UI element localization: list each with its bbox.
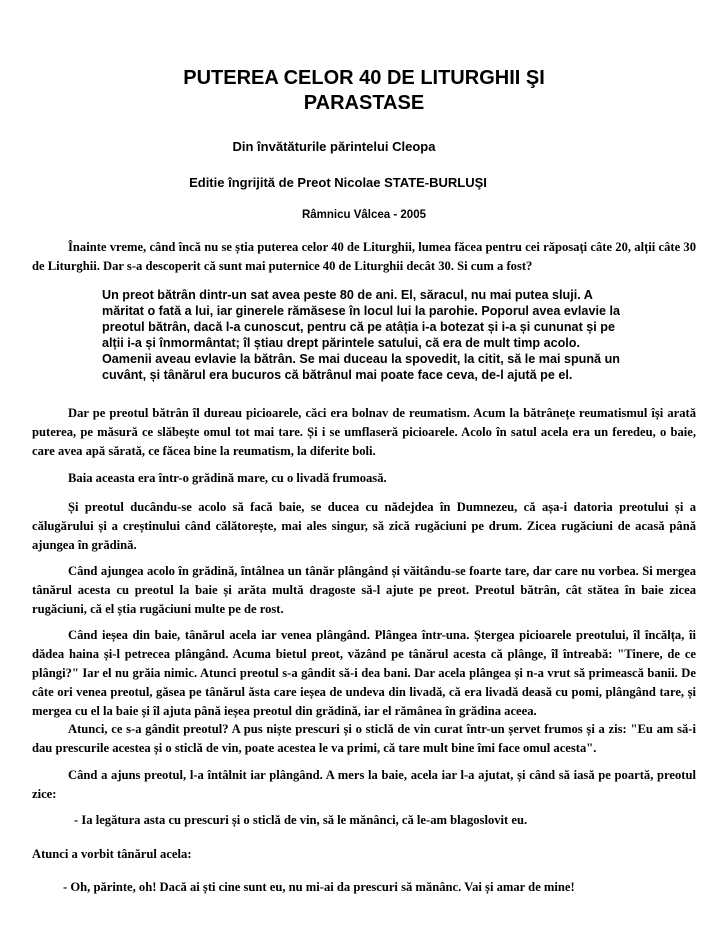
paragraph-prayers: Și preotul ducându-se acolo să facă baie, se ducea cu nădejdea în Dumnezeu, că așa-i datoria preotului și a călugărului și a creștinului când călătorește, mai ales singur, să zică rugăciuni pe drum. Zicea rugăciuni de acasă până ajungea în grădină. <box>32 500 696 552</box>
dialog-young-man: - Oh, părinte, oh! Dacă ai ști cine sunt eu, nu mi-ai da prescuri să mănânc. Vai și amar de mine! <box>63 880 575 894</box>
title-line-2: PARASTASE <box>303 92 425 114</box>
dialog-priest: - Ia legătura asta cu prescuri și o sticlă de vin, să le mănânci, că le-am blagoslovit eu. <box>74 813 528 827</box>
paragraph-weeping: Când ieșea din baie, tânărul acela iar venea plângând. Plângea într-una. Ștergea picioarele preotului, îl încălța, îi dădea haina și-l petrecea plângând. Acuma bietul preot, văzând pe tânărul acesta că plânge, îl întreabă: "Tinere, de ce plângi?" Iar el nu grăia nimic. Atunci preotul s-a gândit să-i dea bani. Dar acela plângea și n-a vrut să primească banii. De câte ori venea preotul, găsea pe tânărul ăsta care ieșea de undeva din livadă, că era livadă deasă cu pomi, plângând tare, și mergea cu el la baie și îl ajuta până ieșea preotul din grădină, iar el rămânea în grădina aceea. <box>32 628 696 718</box>
paragraph-rheumatism: Dar pe preotul bătrân îl dureau picioarele, căci era bolnav de reumatism. Acum la bătrânețe reumatismul își arată puterea, pe măsură ce slăbește omul tot mai tare. Și i se umflaseră picioarele. Acolo în satul acela era un feredeu, o baie, care avea apă sărată, ce făcea bine la reumatism, la diferite boli. <box>32 406 696 458</box>
paragraph-garden: Baia aceasta era într-o grădină mare, cu o livadă frumoasă. <box>68 471 387 485</box>
paragraph-old-priest: Un preot bătrân dintr-un sat avea peste 80 de ani. El, săracul, nu mai putea sluji. A măritat o fată a lui, iar ginerele rămăsese în locul lui la parohie. Poporul avea evlavie la preotul bătrân, dacă l-a cunoscut, pentru că pe atâția i-a botezat și i-a și cununat și pe alții i-a și înmormântat; îl știau drept părintele satului, că era de mult timp acolo. Oamenii aveau evlavie la bătrân. Se mai duceau la spovedit, la citit, să le mai spună un cuvânt, și tânărul era bucuros că bătrânul mai poate face ceva, de-l ajută pe el. <box>102 288 620 382</box>
document-editor: Editie îngrijită de Preot Nicolae STATE-BURLUŞI <box>189 175 487 190</box>
paragraph-prescuri: Atunci, ce s-a gândit preotul? A pus niște prescuri și o sticlă de vin curat într-un șervet frumos și a zis: "Eu am să-i dau prescurile acestea și o sticlă de vin, poate acestea le va primi, că tare mult bine îmi face omul acesta". <box>32 722 696 755</box>
paragraph-intro: Înainte vreme, când încă nu se știa puterea celor 40 de Liturghii, lumea făcea pentru cei răposați câte 20, alții câte 30 de Liturghii. Dar s-a descoperit că sunt mai puternice 40 de Liturghii decât 30. Si cum a fost? <box>32 240 696 273</box>
paragraph-gate: Când a ajuns preotul, l-a întâlnit iar plângând. A mers la baie, acela iar l-a ajutat, și când să iasă pe poartă, preotul zice: <box>32 768 696 801</box>
paragraph-young-man: Când ajungea acolo în grădină, întâlnea un tânăr plângând și văitându-se foarte tare, dar care nu vorbea. Si mergea tânărul acesta cu preotul la baie și arăta multă dragoste să-l ajute pe preot. Preotul bătrân, cât stătea în baie zicea rugăciuni, că el știa rugăciuni multe pe de rost. <box>32 564 696 616</box>
title-line-1: PUTEREA CELOR 40 DE LITURGHII ŞI <box>183 67 545 89</box>
document-title <box>100 66 628 116</box>
dialog-intro: Atunci a vorbit tânărul acela: <box>32 847 192 861</box>
document-subtitle: Din învătăturile părintelui Cleopa <box>232 139 436 154</box>
document-place: Râmnicu Vâlcea - 2005 <box>301 209 426 221</box>
